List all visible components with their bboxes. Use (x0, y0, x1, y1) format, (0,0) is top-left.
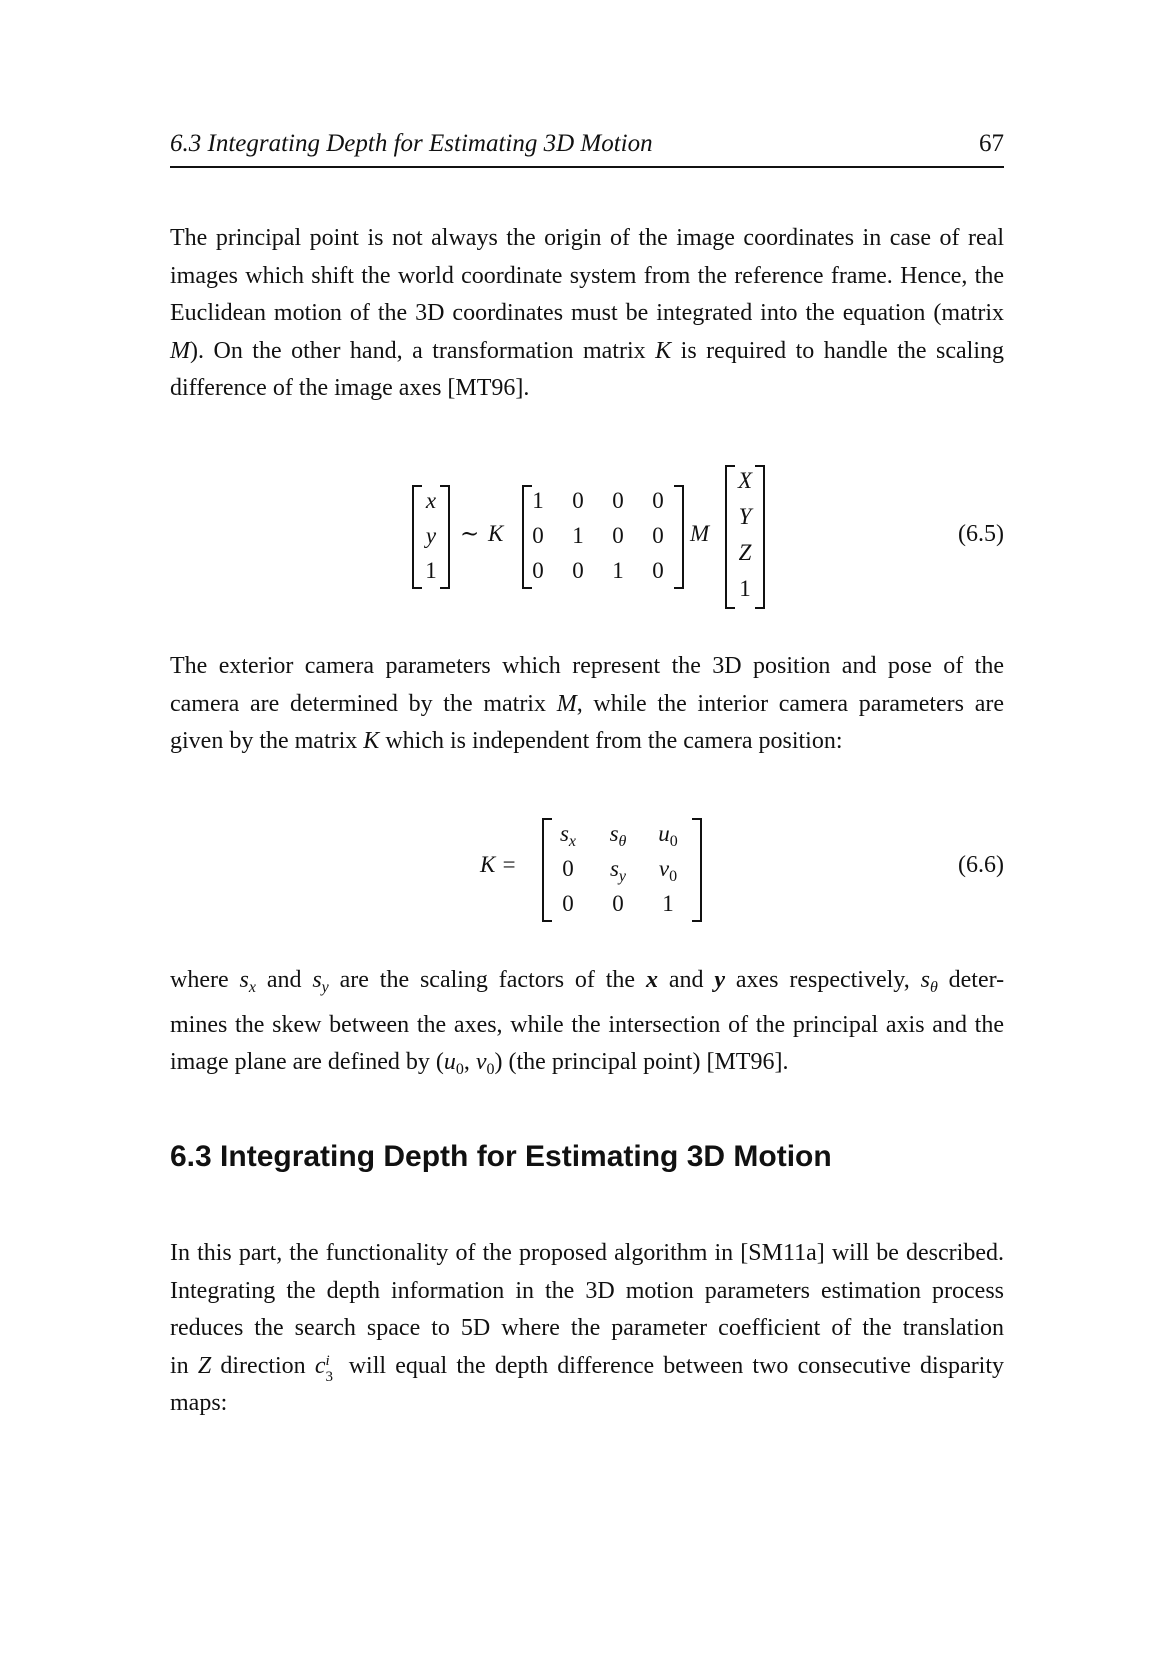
equation-lhs (480, 852, 517, 878)
math-var: u (443, 1049, 456, 1075)
matrix-cell: 0 (572, 488, 584, 513)
matrix-cell (648, 821, 688, 851)
subscript: 0 (455, 1061, 464, 1078)
running-title: 6.3 Integrating Depth for Estimating 3D Motion (170, 130, 653, 157)
matrix-cell: 1 (532, 488, 544, 513)
math-var: s (920, 967, 930, 993)
intrinsic-matrix (542, 818, 702, 922)
text-line (170, 1044, 1004, 1089)
math-var: s (239, 967, 249, 993)
text-line: The exterior camera parameters which represent the 3D position and pose of the (170, 653, 1004, 679)
matrix-cell: 0 (612, 488, 624, 513)
math-var: s (609, 856, 619, 881)
matrix-cell (648, 856, 688, 886)
math-var: u (658, 821, 670, 846)
lhs-vector (412, 485, 450, 589)
text-segment: is required to handle the scaling (680, 337, 1005, 364)
matrix-cell: 1 (662, 891, 674, 916)
text-line: In this part, the functionality of the proposed algorithm in [SM11a] will be described. (170, 1240, 1004, 1266)
text-segment: where (170, 967, 229, 993)
text-segment: are the scaling factors of the (339, 967, 636, 993)
text-segment: ) (the principal point) [MT96]. (494, 1049, 789, 1075)
matrix-cell: 1 (425, 558, 437, 583)
text-segment: axes respectively, (735, 967, 910, 993)
paragraph-principal-point (170, 220, 1004, 408)
matrix-cell: 1 (572, 523, 584, 548)
superscript: i (325, 1352, 330, 1369)
matrix-cell: 1 (739, 576, 751, 601)
math-var: v (475, 1049, 487, 1075)
matrix-cell (548, 821, 588, 851)
math-var-bold: x (645, 967, 658, 993)
text-segment: direction (220, 1352, 306, 1379)
text-line: The principal point is not always the origin of the image coordinates in case of real (170, 225, 1004, 251)
math-var: M (556, 690, 577, 717)
text-segment: and (668, 967, 704, 993)
text-line: Integrating the depth information in the 3D motion parameters estimation process (170, 1277, 1004, 1304)
text-segment: ). On the other hand, a transformation matrix (190, 337, 646, 364)
math-var: s (559, 821, 569, 846)
paragraph-scaling-factors (170, 962, 1004, 1089)
matrix-cell: 0 (532, 523, 544, 548)
matrix-cell: 0 (612, 523, 624, 548)
text-line: maps: (170, 1390, 228, 1416)
matrix-cell: x (425, 488, 437, 513)
math-var: M (170, 337, 190, 364)
similarity-symbol: ∼ (460, 521, 480, 546)
matrix-cell: 1 (612, 558, 624, 583)
text-line (170, 686, 1004, 724)
matrix-cell: 0 (562, 856, 574, 881)
subscript: θ (929, 979, 938, 996)
text-segment: and (266, 967, 302, 993)
text-segment: image plane are defined by ( (170, 1049, 444, 1075)
equation-number: (6.5) (958, 521, 1004, 547)
matrix-cell: 0 (532, 558, 544, 583)
text-line: Euclidean motion of the 3D coordinates must be integrated into the equation (matrix (170, 300, 1004, 326)
math-var-bold: y (714, 967, 725, 993)
text-line (170, 962, 1004, 1007)
matrix-cell: y (425, 523, 437, 548)
subscript: x (248, 979, 256, 996)
subscript: x (568, 833, 577, 850)
equation-6-6 (170, 810, 1004, 920)
matrix-cell: 0 (612, 891, 624, 916)
text-segment: camera are determined by the matrix (170, 690, 546, 717)
matrix-cell (598, 856, 638, 886)
matrix-cell: 0 (652, 523, 664, 548)
matrix-cell: 0 (562, 891, 574, 916)
text-segment: , (463, 1049, 476, 1075)
math-var: K = (480, 852, 517, 877)
matrix-cell: Y (738, 504, 752, 529)
sup-sub (325, 1352, 340, 1385)
text-line: reduces the search space to 5D where the parameter coefficient of the translation (170, 1315, 1004, 1341)
matrix-cell: Z (738, 540, 752, 565)
text-segment: will equal the depth difference between two consecutive disparity (348, 1352, 1005, 1379)
matrix-cell: 0 (652, 558, 664, 583)
world-vector (725, 465, 765, 609)
matrix-cell (598, 821, 638, 851)
math-var: K (363, 728, 380, 754)
text-segment: deter- (948, 967, 1005, 993)
subscript: y (618, 868, 627, 885)
matrix-M-symbol: M (690, 521, 710, 546)
matrix-K-symbol: K (488, 521, 504, 546)
text-segment: , while the interior camera parameters are (576, 690, 1004, 717)
text-line: difference of the image axes [MT96]. (170, 375, 530, 401)
equation-number: (6.6) (958, 852, 1004, 878)
text-segment: in (170, 1352, 189, 1379)
math-var: s (609, 821, 619, 846)
subscript: 0 (669, 833, 678, 850)
matrix-cell: 0 (572, 558, 584, 583)
math-var: c (314, 1352, 326, 1379)
math-var: s (312, 967, 322, 993)
text-line: images which shift the world coordinate system from the reference frame. Hence, the (170, 262, 1004, 289)
math-var: K (655, 337, 672, 364)
math-var: v (658, 856, 670, 881)
math-var: Z (197, 1352, 212, 1379)
subscript: 0 (486, 1061, 495, 1078)
subscript: 0 (669, 868, 678, 885)
paragraph-camera-parameters (170, 648, 1004, 761)
subscript: y (321, 979, 329, 996)
subscript: 3 (325, 1368, 334, 1385)
matrix-cell: 0 (652, 488, 664, 513)
running-header (170, 126, 1004, 168)
subscript: θ (618, 833, 627, 850)
text-line (170, 1348, 1004, 1386)
page-number: 67 (979, 130, 1004, 157)
text-line: mines the skew between the axes, while the intersection of the principal axis and the (170, 1011, 1004, 1038)
paragraph-integrating-depth (170, 1235, 1004, 1423)
text-line (170, 333, 1004, 371)
equation-6-5 (170, 455, 1004, 615)
text-segment: given by the matrix (170, 728, 358, 754)
section-heading: 6.3 Integrating Depth for Estimating 3D Motion (170, 1140, 832, 1173)
text-segment: which is independent from the camera position: (385, 728, 843, 754)
projection-matrix (522, 485, 684, 589)
matrix-cell: X (737, 468, 753, 493)
text-line (170, 723, 1004, 761)
